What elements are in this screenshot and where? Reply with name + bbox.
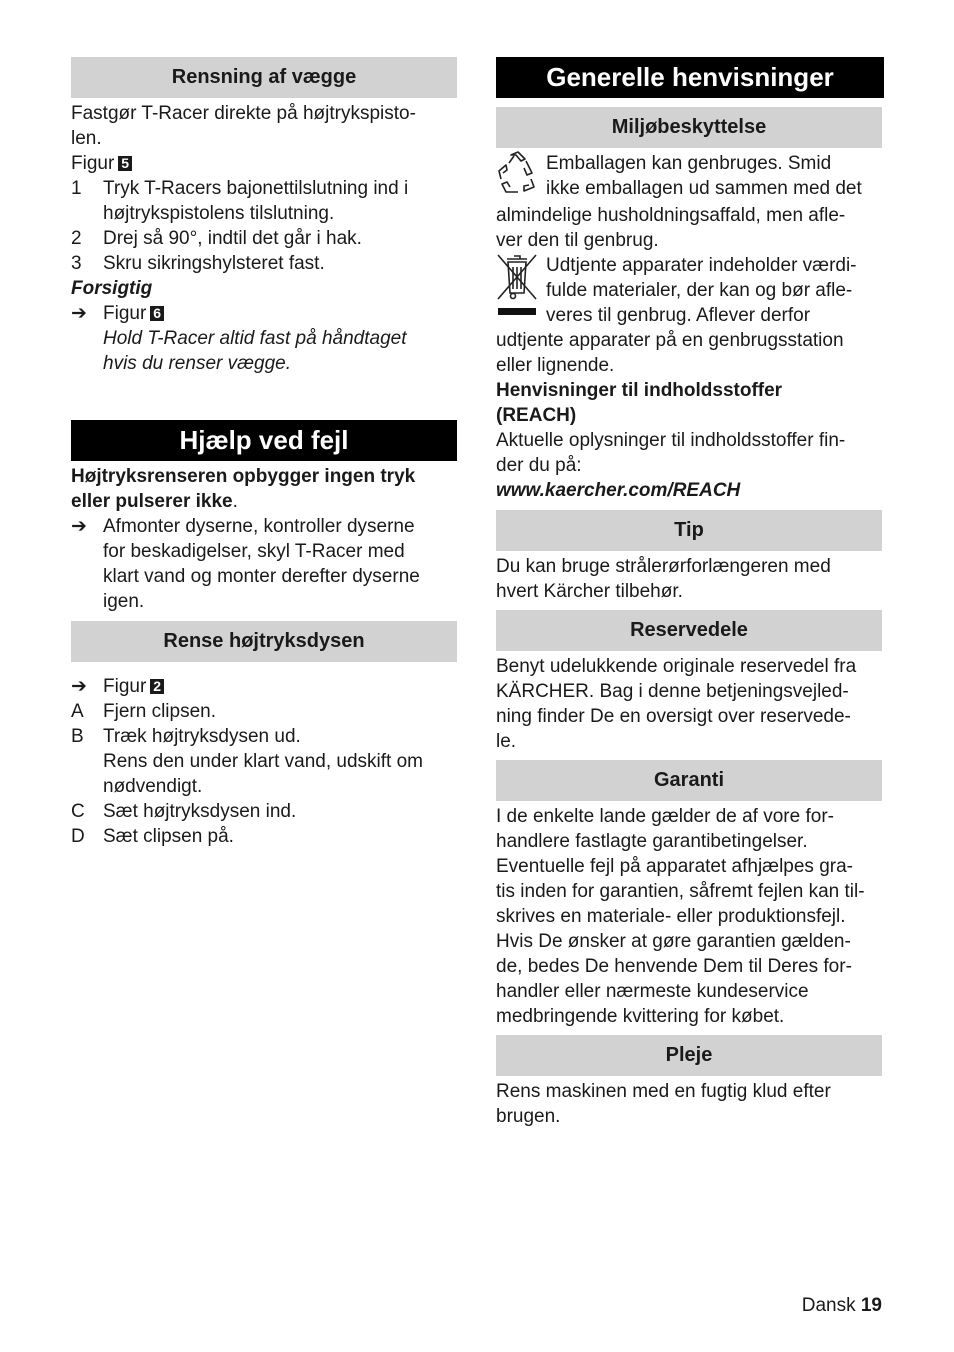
- heading-nozzle-cleaning: Rense højtryksdysen: [71, 621, 457, 662]
- heading-tip: Tip: [496, 510, 882, 551]
- step-number: 1: [71, 178, 82, 199]
- text-line: ikke emballagen ud sammen med det: [546, 178, 862, 199]
- heading-warranty: Garanti: [496, 760, 882, 801]
- list-item: [71, 799, 457, 824]
- text-line: len.: [71, 128, 102, 149]
- text-line: veres til genbrug. Aflever derfor: [546, 305, 811, 326]
- list-item: [71, 301, 457, 376]
- text-line: Drej så 90°, indtil det går i hak.: [103, 228, 362, 249]
- text-line: Hvis De ønsker at gøre garantien gælden-: [496, 931, 851, 952]
- text-line: eller lignende.: [496, 355, 615, 376]
- text-line: le.: [496, 731, 517, 752]
- text-line: igen.: [103, 591, 145, 612]
- arrow-icon: ➔: [71, 676, 87, 697]
- reach-url: www.kaercher.com/REACH: [496, 480, 741, 501]
- text-line: Afmonter dyserne, kontroller dyserne: [103, 516, 415, 537]
- footer-language: Dansk: [801, 1295, 856, 1316]
- text-line: klart vand og monter derefter dyserne: [103, 566, 420, 587]
- text-line: hvert Kärcher tilbehør.: [496, 581, 683, 602]
- text-line: de, bedes De henvende Dem til Deres for-: [496, 956, 852, 977]
- heading-general-notes: Generelle henvisninger: [496, 57, 884, 98]
- step-letter: B: [71, 726, 84, 747]
- text-line: Skru sikringshylsteret fast.: [103, 253, 325, 274]
- crossed-bin-icon: [496, 253, 546, 325]
- text-line: Rens maskinen med en fugtig klud efter: [496, 1081, 831, 1102]
- figure-label: Figur: [103, 303, 147, 324]
- spare-parts-section: [496, 654, 884, 754]
- wall-cleaning-section: [71, 101, 457, 376]
- text-line: ver den til genbrug.: [496, 230, 659, 251]
- text-line: fulde materialer, der kan og bør afle-: [546, 280, 853, 301]
- text-line: Udtjente apparater indeholder værdi-: [546, 255, 857, 276]
- text-line: højtrykspistolens tilslutning.: [103, 203, 335, 224]
- heading-environment: Miljøbeskyttelse: [496, 107, 882, 148]
- caution-label: Forsigtig: [71, 278, 153, 299]
- arrow-icon: ➔: [71, 516, 87, 537]
- care-section: [496, 1079, 884, 1129]
- step-letter: C: [71, 801, 85, 822]
- text-line: medbringende kvittering for købet.: [496, 1006, 785, 1027]
- troubleshooting-section: [71, 464, 457, 614]
- warranty-section: [496, 804, 884, 1029]
- caution-text: Hold T-Racer altid fast på håndtaget: [103, 328, 407, 349]
- list-item: [71, 724, 457, 799]
- tip-section: [496, 554, 884, 604]
- heading-care: Pleje: [496, 1035, 882, 1076]
- text-line: nødvendigt.: [103, 776, 203, 797]
- figure-number-badge: 2: [150, 679, 164, 694]
- text-line: Højtryksrenseren opbygger ingen tryk: [71, 466, 416, 487]
- text-line: Træk højtryksdysen ud.: [103, 726, 301, 747]
- nozzle-section: [71, 674, 457, 849]
- text-line: Tryk T-Racers bajonettilslutning ind i: [103, 178, 409, 199]
- reach-heading: (REACH): [496, 405, 577, 426]
- text-line: tis inden for garantien, såfremt fejlen kan til-: [496, 881, 865, 902]
- text-line: Aktuelle oplysninger til indholdsstoffer fin-: [496, 430, 846, 451]
- step-letter: D: [71, 826, 85, 847]
- reach-heading: Henvisninger til indholdsstoffer: [496, 380, 783, 401]
- recycle-icon: [496, 151, 546, 203]
- heading-wall-cleaning: Rensning af vægge: [71, 57, 457, 98]
- heading-spare-parts: Reservedele: [496, 610, 882, 651]
- figure-label: Figur: [71, 153, 115, 174]
- figure-label: Figur: [103, 676, 147, 697]
- text-line: eller pulserer ikke.: [71, 491, 238, 512]
- caution-text: hvis du renser vægge.: [103, 353, 291, 374]
- text-line: I de enkelte lande gælder de af vore for-: [496, 806, 834, 827]
- list-item: [71, 674, 457, 699]
- text-line: handler eller nærmeste kundeservice: [496, 981, 809, 1002]
- text-line: handlere fastlagte garantibetingelser.: [496, 831, 808, 852]
- text-line: Sæt højtryksdysen ind.: [103, 801, 297, 822]
- text-line: Sæt clipsen på.: [103, 826, 234, 847]
- text-line: almindelige husholdningsaffald, men afle-: [496, 205, 846, 226]
- text-line: for beskadigelser, skyl T-Racer med: [103, 541, 405, 562]
- step-letter: A: [71, 701, 84, 722]
- page-number: 19: [860, 1295, 882, 1316]
- list-item: [71, 824, 457, 849]
- text-line: Fastgør T-Racer direkte på højtrykspisto-: [71, 103, 416, 124]
- weee-block: [496, 253, 884, 328]
- text-line: der du på:: [496, 455, 582, 476]
- text-line: Fjern clipsen.: [103, 701, 216, 722]
- recycle-block: [496, 151, 884, 203]
- text-line: Rens den under klart vand, udskift om: [103, 751, 424, 772]
- text-line: KÄRCHER. Bag i denne betjeningsvejled-: [496, 681, 849, 702]
- figure-number-badge: 6: [150, 306, 164, 321]
- page-footer: [802, 1293, 882, 1318]
- figure-ref: [71, 151, 457, 176]
- text-line: Benyt udelukkende originale reservedel fra: [496, 656, 857, 677]
- list-item: [71, 514, 457, 614]
- arrow-icon: ➔: [71, 303, 87, 324]
- step-number: 3: [71, 253, 82, 274]
- list-item: [71, 226, 457, 251]
- text-line: ning finder De en oversigt over reservede-: [496, 706, 851, 727]
- text-line: skrives en materiale- eller produktionsfejl.: [496, 906, 846, 927]
- text-line: udtjente apparater på en genbrugsstation: [496, 330, 844, 351]
- list-item: [71, 176, 457, 226]
- text-line: Eventuelle fejl på apparatet afhjælpes gra-: [496, 856, 854, 877]
- figure-number-badge: 5: [118, 156, 132, 171]
- text-line: brugen.: [496, 1106, 561, 1127]
- list-item: [71, 699, 457, 724]
- step-number: 2: [71, 228, 82, 249]
- environment-section: [496, 151, 884, 503]
- text-line: Du kan bruge strålerørforlængeren med: [496, 556, 831, 577]
- list-item: [71, 251, 457, 276]
- right-column: [496, 57, 884, 1129]
- heading-troubleshooting: Hjælp ved fejl: [71, 420, 457, 461]
- left-column: [71, 57, 457, 849]
- text-line: Emballagen kan genbruges. Smid: [546, 153, 832, 174]
